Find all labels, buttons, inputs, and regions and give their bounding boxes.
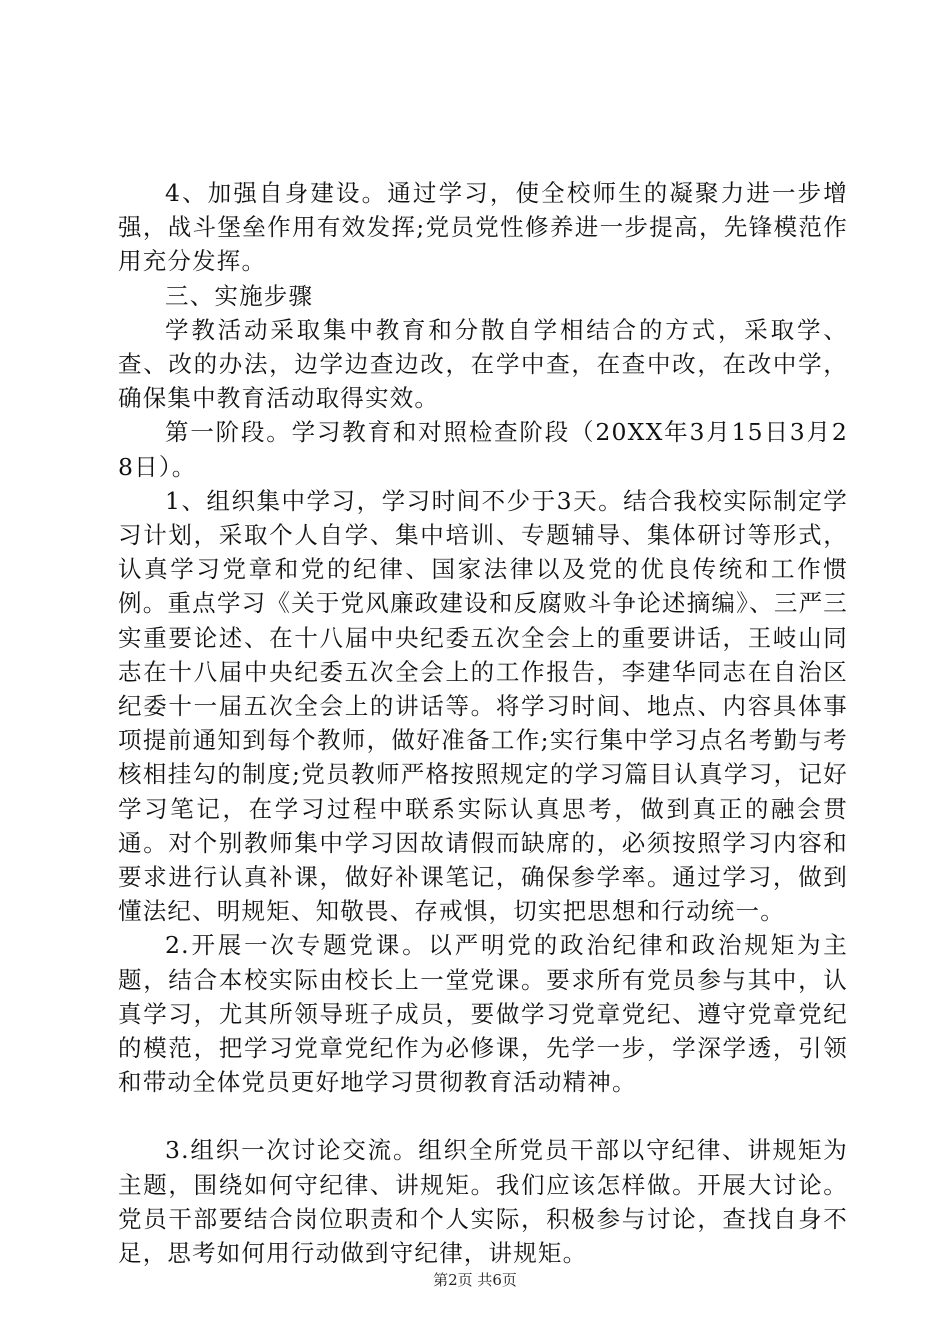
document-body [118, 176, 848, 1270]
paragraph-centralized-study: 1、组织集中学习，学习时间不少于3天。结合我校实际制定学习计划，采取个人自学、集中培训、专题辅导、集体研讨等形式，认真学习党章和党的纪律、国家法律以及党的优良传统和工作惯例。重点学习《关于党风廉政建设和反腐败斗争论述摘编》、三严三实重要论述、在十八届中央纪委五次全会上的重要讲话，王岐山同志在十八届中央纪委五次全会上的工作报告，李建华同志在自治区纪委十一届五次全会上的讲话等。将学习时间、地点、内容具体事项提前通知到每个教师，做好准备工作;实行集中学习点名考勤与考核相挂勾的制度;党员教师严格按照规定的学习篇目认真学习，记好学习笔记，在学习过程中联系实际认真思考，做到真正的融会贯通。对个别教师集中学习因故请假而缺席的，必须按照学习内容和要求进行认真补课，做好补课笔记，确保参学率。通过学习，做到懂法纪、明规矩、知敬畏、存戒惧，切实把思想和行动统一。 [118, 486, 848, 926]
paragraph-strengthen-self-building: 4、加强自身建设。通过学习，使全校师生的凝聚力进一步增强，战斗堡垒作用有效发挥;党员党性修养进一步提高，先锋模范作用充分发挥。 [118, 179, 848, 276]
paragraph-study-approach: 学教活动采取集中教育和分散自学相结合的方式，采取学、查、改的办法，边学边查边改，在学中查，在查中改，在改中学，确保集中教育活动取得实效。 [118, 315, 848, 413]
paragraph-discussion-exchange: 3.组织一次讨论交流。组织全所党员干部以守纪律、讲规矩为主题，围绕如何守纪律、讲规矩。我们应该怎样做。开展大讨论。党员干部要结合岗位职责和个人实际，积极参与讨论，查找自身不足，思考如何用行动做到守纪律，讲规矩。 [118, 1136, 848, 1268]
page-number-footer: 第2页 共6页 [433, 1271, 517, 1289]
section-heading-implementation-steps: 三、实施步骤 [165, 281, 314, 310]
paragraph-phase-one: 第一阶段。学习教育和对照检查阶段（20XX年3月15日3月28日）。 [118, 418, 848, 481]
paragraph-party-lecture: 2.开展一次专题党课。以严明党的政治纪律和政治规矩为主题，结合本校实际由校长上一堂党课。要求所有党员参与其中，认真学习，尤其所领导班子成员，要做学习党章党纪、遵守党章党纪的模范，把学习党章党纪作为必修课，先学一步，学深学透，引领和带动全体党员更好地学习贯彻教育活动精神。 [118, 931, 848, 1097]
